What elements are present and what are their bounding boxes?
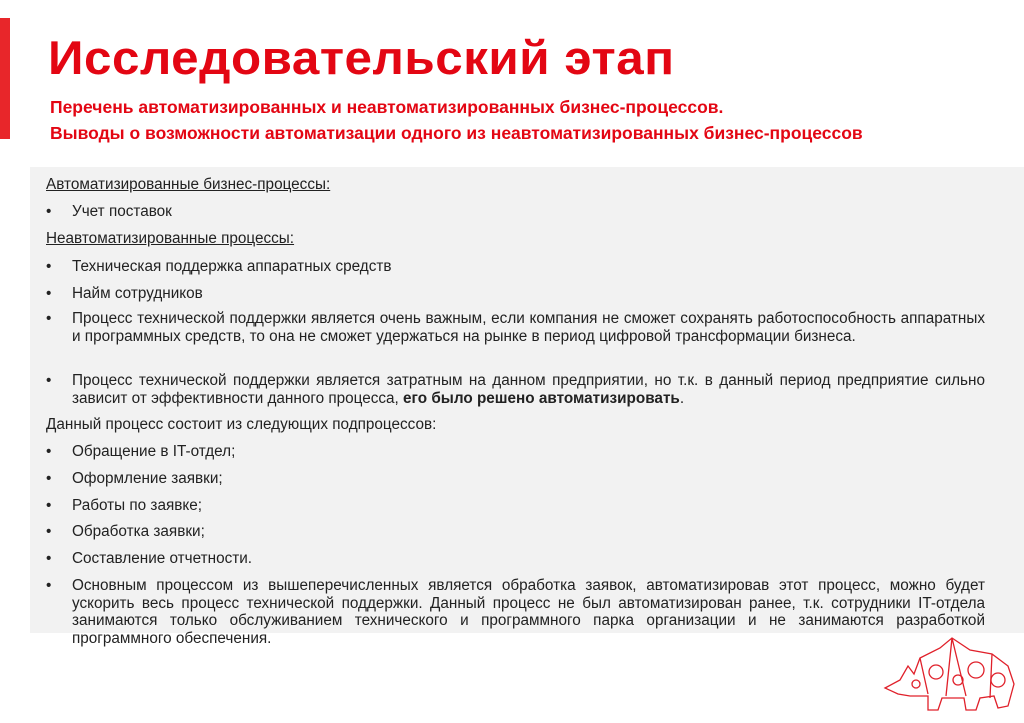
slide-title: Исследовательский этап [48,31,675,84]
list-item: • Обращение в IT-отдел; [72,443,985,461]
list-item: • Обработка заявки; [72,523,985,541]
accent-bar [0,18,10,139]
subtitle-line-1: Перечень автоматизированных и неавтоматизированных бизнес-процессов. [50,97,724,117]
subtitle-line-2: Выводы о возможности автоматизации одного из неавтоматизированных бизнес-процессов [50,123,863,143]
cost-end: . [679,389,685,407]
list-item: • Учет поставок [72,203,985,221]
auto-heading: Автоматизированные бизнес-процессы: [46,176,331,193]
list-item: • Оформление заявки; [72,470,985,488]
rhino-logo-icon [880,636,1020,716]
list-item: • Составление отчетности. [72,550,985,568]
nonauto-heading: Неавтоматизированные процессы: [46,230,295,247]
subprocess-heading: Данный процесс состоит из следующих подпроцессов: [46,416,437,433]
list-item: • Работы по заявке; [72,497,985,515]
cost-bold: его было решено автоматизировать [403,389,680,407]
cost-text: Процесс технической поддержки является затратным на данном предприятии, но т.к. в данный период предприятие сильно зависит от эффективности данного процесса, [72,372,985,407]
list-item: • Найм сотрудников [72,285,985,303]
list-item: • Техническая поддержка аппаратных средств [72,258,985,276]
list-item: • Основным процессом из вышеперечисленных является обработка заявок, автоматизировав этот процесс, можно будет ускорить весь процесс технической поддержки. Данный процесс не был автоматизирован ранее, т.к. сотрудники IT-отдела занимаются только обслуживанием технического и программного парка организации и не занимаются разработкой программного обеспечения. [72,577,985,647]
list-item: • Процесс технической поддержки является очень важным, если компания не сможет сохранять работоспособность аппаратных и программных средств, то она не сможет удержаться на рынке в период цифровой трансформации бизнеса. [72,310,985,345]
list-item [72,372,985,407]
